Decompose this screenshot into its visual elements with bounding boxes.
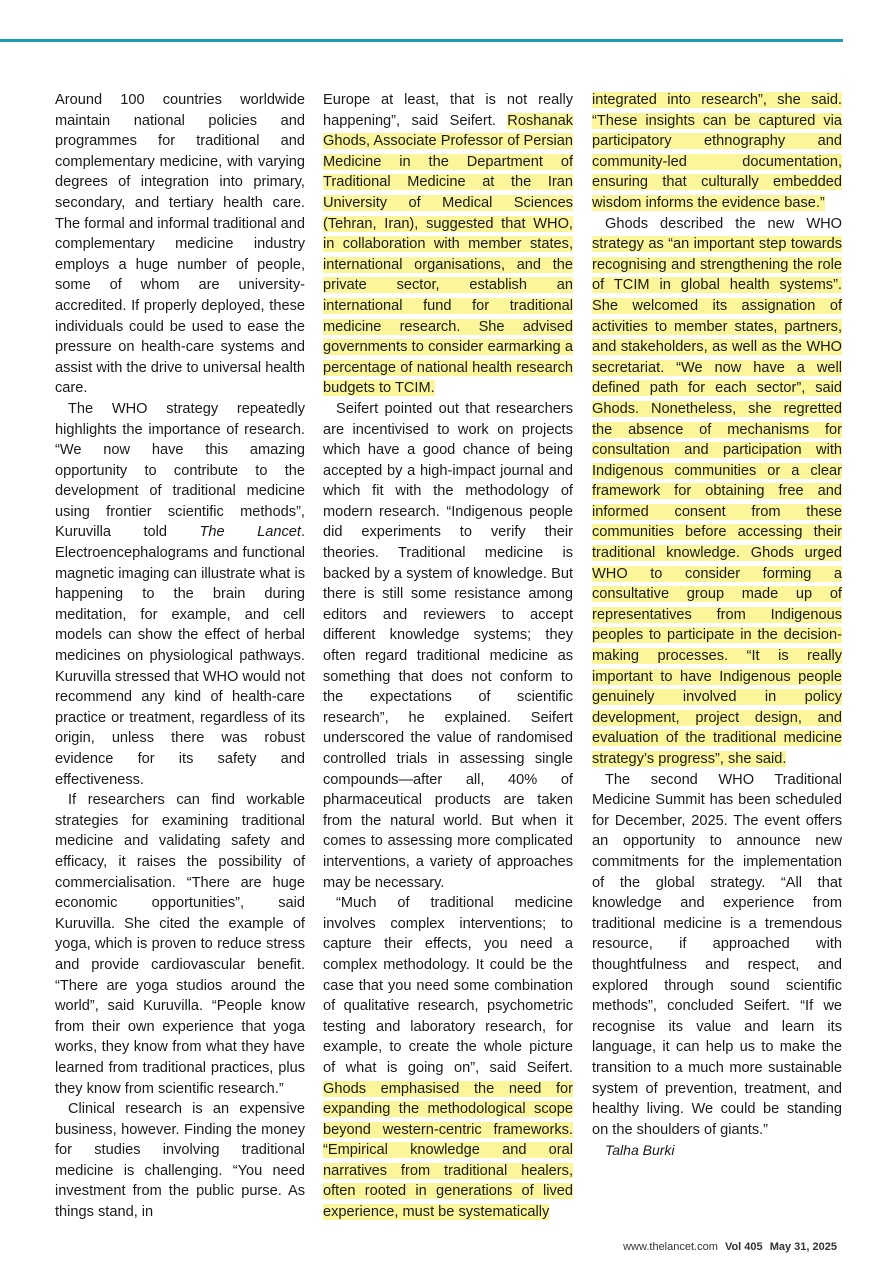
article-column-3 [592,90,842,1161]
highlighted-text: strategy as “an important step towards recognising and strengthening the role of TCIM in global health systems”. She welcomed its assignation of activities to member states, partners, and stakeholders, as well as the WHO secretariat. “We now have a well defined path for each sector”, said Ghods. Nonetheless, she regretted the absence of mechanisms for consultation and participation with Indigenous communities or a clear framework for obtaining free and informed consent from these communities before accessing their traditional knowledge. Ghods urged WHO to consider forming a consultative group made up of representatives from Indigenous peoples to participate in the decision-making processes. “It is really important to have Indigenous people genuinely involved in policy development, project design, and evaluation of the traditional medicine strategy’s progress”, she said. [592,236,842,767]
paragraph: Clinical research is an expensive business, however. Finding the money for studies involving traditional medicine is challenging. “You need investment from the public purse. As things stand, in [55,1101,305,1221]
footer-date: May 31, 2025 [769,1241,837,1253]
footer-site: www.thelancet.com [623,1241,718,1253]
highlighted-text: Roshanak Ghods, Associate Professor of Persian Medicine in the Department of Traditional Medicine at the Iran University of Medical Sciences (Tehran, Iran), suggested that WHO, in collaboration with member states, international organisations, and the private sector, establish an international fund for traditional medicine research. She advised governments to consider earmarking a percentage of national health research budgets to TCIM. [323,112,573,397]
highlighted-text: Ghods emphasised the need for expanding the methodological scope beyond western-centric frameworks. “Empirical knowledge and oral narratives from traditional healers, often rooted in generations of lived experience, must be systematically [323,1080,573,1221]
paragraph [323,90,573,399]
paragraph-text: Europe at least, that is not really happening”, said Seifert. [323,92,573,129]
paragraph-text: Ghods described the new WHO [605,215,842,232]
paragraph-text: “Much of traditional medicine involves complex interventions; to capture their effects, you need a complex methodology. It could be the case that you need some combination of qualitative research, psychometric testing and laboratory research, for example, to create the whole picture of what is going on”, said Seifert. [323,895,573,1076]
author-byline: Talha Burki [605,1142,675,1159]
paragraph [55,399,305,790]
paragraph: The second WHO Traditional Medicine Summit has been scheduled for December, 2025. The event offers an opportunity to announce new commitments for the implementation of the global strategy. “All that knowledge and experience from traditional medicine is a tremendous resource, if approached with thoughtfulness and respect, and explored through sound scientific methods”, concluded Seifert. “If we recognise its value and learn its language, it can help us to make the transition to a much more sustainable system of prevention, treatment, and healthy living. We could be standing on the shoulders of giants.” [592,771,842,1138]
paragraph-text: . Electroencephalograms and functional magnetic imaging can illustrate what is happening to the brain during meditation, for example, and cell models can show the effect of herbal medicines on physiological pathways. Kuruvilla stressed that WHO would not recommend any kind of health-care practice or treatment, regardless of its origin, unless there was robust evidence for its safety and effectiveness. [55,524,305,788]
header-rule [0,39,843,42]
article-column-2 [323,90,573,1223]
paragraph: If researchers can find workable strategies for examining traditional medicine and validating safety and efficacy, it raises the possibility of commercialisation. “There are huge economic opportunities”, said Kuruvilla. She cited the example of yoga, which is proven to reduce stress and provide cardiovascular benefit. “There are yoga studios around the world”, said Kuruvilla. “People know from their own experience that yoga works, they know from what they have learned from traditional practices, plus they know from scientific research.” [55,792,305,1097]
paragraph: Seifert pointed out that researchers are incentivised to work on projects which have a good chance of being accepted by a high-impact journal and which fit with the methodology of modern research. “Indigenous people did experiments to verify their theories. Traditional medicine is backed by a system of knowledge. But there is still some resistance among editors and reviewers to accept different knowledge systems; they often regard traditional medicine as something that does not conform to the expectations of scientific research”, he explained. Seifert underscored the value of randomised controlled trials in assessing single compounds—after all, 40% of pharmaceutical products are taken from the natural world. But when it comes to assessing more complicated interventions, a variety of approaches may be necessary. [323,400,573,891]
article-column-1 [55,90,305,1223]
page-footer [619,1241,837,1253]
footer-volume: Vol 405 [724,1241,763,1253]
paragraph [592,90,842,214]
highlighted-text: integrated into research”, she said. “These insights can be captured via participatory ethnography and community-led documentation, ensuring that culturally embedded wisdom informs the evidence base.” [592,92,842,211]
paragraph [592,214,842,770]
paragraph: Around 100 countries worldwide maintain national policies and programmes for traditional and complementary medicine, with varying degrees of integration into primary, secondary, and tertiary health care. The formal and informal traditional and complementary medicine industry employs a huge number of people, some of whom are university-accredited. If properly deployed, these individuals could be used to ease the pressure on health-care systems and assist with the drive to universal health care. [55,92,305,397]
paragraph [323,893,573,1223]
journal-name: The Lancet [199,524,301,541]
paragraph-text: The WHO strategy repeatedly highlights the importance of research. “We now have this amazing opportunity to contribute to the development of traditional medicine using frontier scientific methods”, Kuruvilla told [55,400,305,541]
